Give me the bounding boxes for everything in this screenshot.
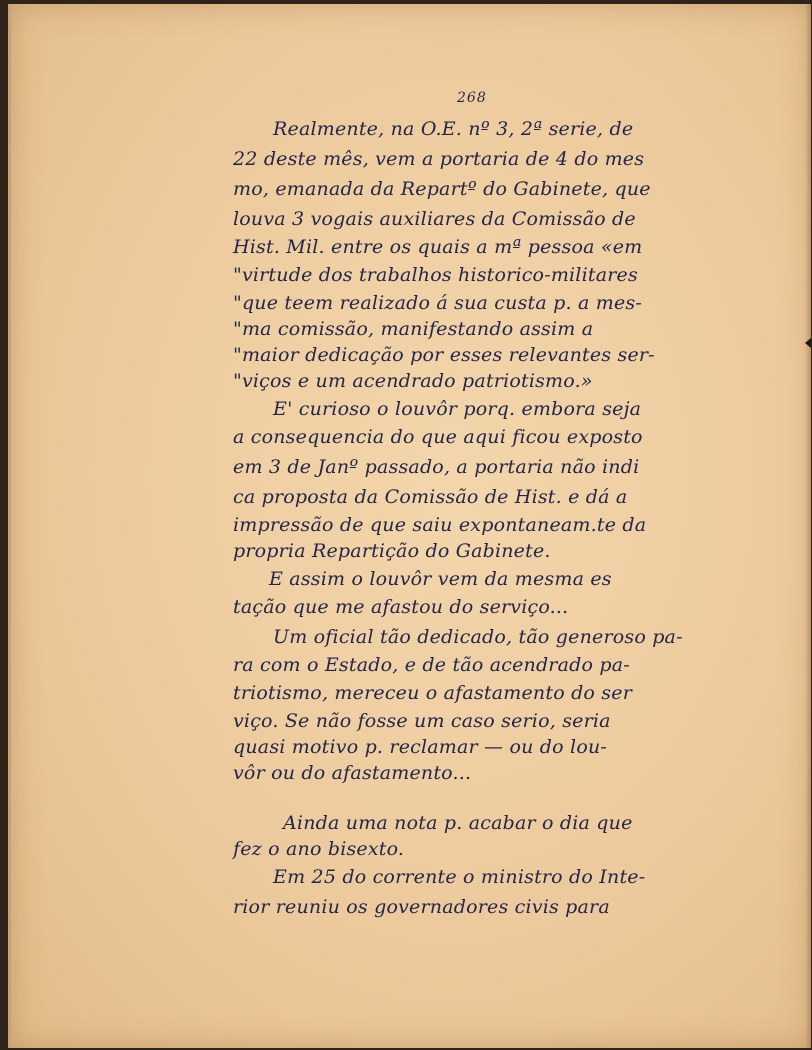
text-line: triotismo, mereceu o afastamento do ser — [233, 682, 632, 704]
text-line: impressão de que saiu expontaneam.te da — [233, 514, 647, 536]
page-edge-shadow — [805, 4, 811, 1048]
text-line: tação que me afastou do serviço... — [233, 596, 569, 618]
manuscript-page — [8, 4, 811, 1048]
text-line: "viços e um acendrado patriotismo.» — [233, 370, 593, 392]
page-number: 268 — [457, 90, 487, 106]
text-line: "maior dedicação por esses relevantes ser- — [233, 344, 655, 366]
text-line: vôr ou do afastamento... — [233, 762, 472, 784]
text-line: ca proposta da Comissão de Hist. e dá a — [233, 486, 628, 508]
text-line: E assim o louvôr vem da mesma es — [269, 568, 612, 590]
text-line: fez o ano bisexto. — [233, 838, 405, 860]
text-line: Hist. Mil. entre os quais a mª pessoa «em — [233, 236, 643, 258]
text-line: E' curioso o louvôr porq. embora seja — [273, 398, 642, 420]
text-line: "ma comissão, manifestando assim a — [233, 318, 594, 340]
text-line: Ainda uma nota p. acabar o dia que — [283, 812, 633, 834]
text-line: ra com o Estado, e de tão acendrado pa- — [233, 654, 630, 676]
text-line: mo, emanada da Repartº do Gabinete, que — [233, 178, 651, 200]
text-line: Em 25 do corrente o ministro do Inte- — [273, 866, 646, 888]
text-line: "virtude dos trabalhos historico-militares — [233, 264, 638, 286]
text-line: viço. Se não fosse um caso serio, seria — [233, 710, 611, 732]
text-line: quasi motivo p. reclamar — ou do lou- — [233, 736, 608, 758]
text-line: 22 deste mês, vem a portaria de 4 do mes — [233, 148, 645, 170]
text-line: Realmente, na O.E. nº 3, 2ª serie, de — [273, 118, 634, 140]
text-line: rior reuniu os governadores civis para — [233, 896, 610, 918]
text-line: em 3 de Janº passado, a portaria não indi — [233, 456, 640, 478]
page-margin-marker — [805, 338, 811, 348]
text-line: propria Repartição do Gabinete. — [233, 540, 551, 562]
text-line: louva 3 vogais auxiliares da Comissão de — [233, 208, 636, 230]
text-line: a consequencia do que aqui ficou exposto — [233, 426, 643, 448]
text-line: "que teem realizado á sua custa p. a mes- — [233, 292, 642, 314]
text-line: Um oficial tão dedicado, tão generoso pa- — [273, 626, 683, 648]
